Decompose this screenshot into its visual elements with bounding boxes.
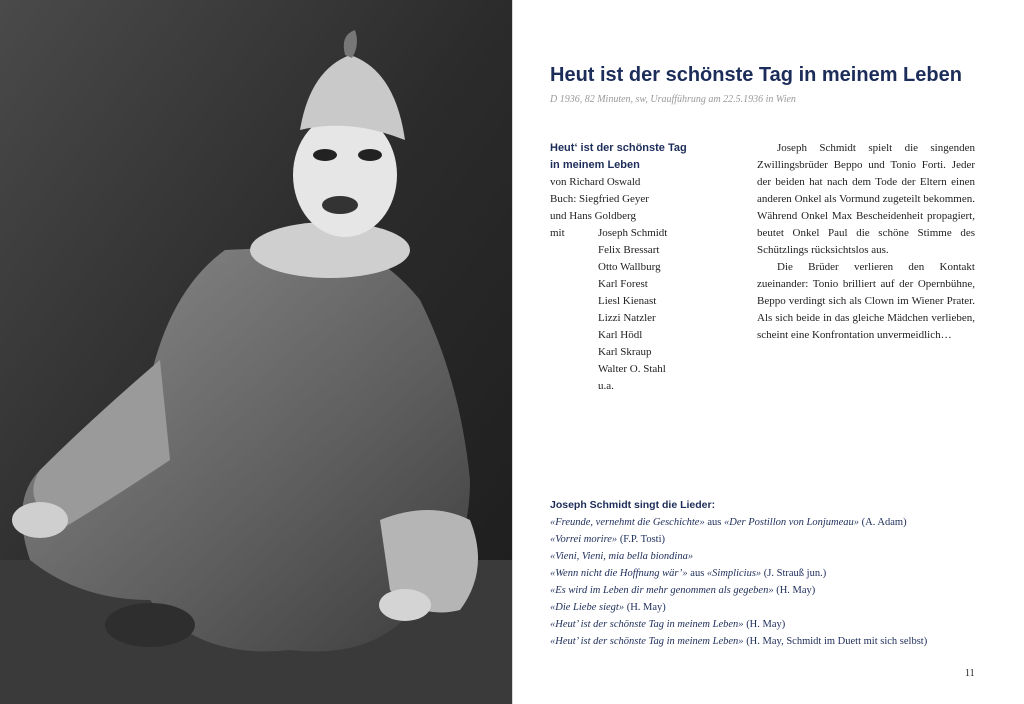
song-item: «Wenn nicht die Hoffnung wär’» aus «Simplicius» (J. Strauß jun.) (550, 568, 827, 579)
cast (550, 225, 730, 395)
writers-1: Buch: Siegfried Geyer (550, 193, 649, 205)
cast-member: u.a. (598, 380, 614, 392)
songs-heading: Joseph Schmidt singt die Lieder: (550, 499, 716, 511)
song-item: «Freunde, vernehmt die Geschichte» aus «Der Postillon von Lonjumeau» (A. Adam) (550, 517, 907, 528)
cast-member: Joseph Schmidt (598, 227, 668, 239)
cast-member: Karl Skraup (598, 346, 652, 358)
cast-member: Felix Bressart (598, 244, 660, 256)
song-item: «Vieni, Vieni, mia bella biondina» (550, 551, 694, 562)
song-item: «Heut’ ist der schönste Tag in meinem Leben» (H. May, Schmidt im Duett mit sich selbst) (550, 636, 928, 647)
song-item: «Vorrei morire» (F.P. Tosti) (550, 534, 666, 545)
cast-member: Lizzi Natzler (598, 312, 656, 324)
writers-2: und Hans Goldberg (550, 210, 636, 222)
cast-member: Karl Hödl (598, 329, 643, 341)
synopsis-paragraph: Die Brüder verlieren den Kontakt zueinander: Tonio brilliert auf der Opernbühne, Beppo verdingt sich als Clown im Wiener Prater. Als sich beide in das gleiche Mädchen verlieben, scheint eine Konfrontation unvermeidlich… (757, 261, 975, 341)
song-item: «Die Liebe siegt» (H. May) (550, 602, 666, 613)
cast-member: Liesl Kienast (598, 295, 657, 307)
film-meta: D 1936, 82 Minuten, sw, Uraufführung am 22.5.1936 in Wien (550, 94, 796, 105)
page-title: Heut ist der schönste Tag in meinem Leben (550, 64, 962, 86)
credits-title-2: in meinem Leben (550, 159, 640, 171)
song-item: «Es wird im Leben dir mehr genommen als gegeben» (H. May) (550, 585, 816, 596)
synopsis-paragraph: Joseph Schmidt spielt die singenden Zwillingsbrüder Beppo und Tonio Forti. Jeder der beiden hat nach dem Tode der Eltern einen anderen Onkel als Vormund zugeteilt bekommen. Während Onkel Max Bescheidenheit propagiert, beutet Onkel Paul die schöne Stimme des Schützlings rücksichtslos aus. (757, 142, 975, 256)
page-number: 11 (965, 668, 975, 679)
cast-member: Walter O. Stahl (598, 363, 666, 375)
credits-title-1: Heut‘ ist der schönste Tag (550, 142, 687, 154)
cast-list (598, 225, 667, 395)
cast-member: Karl Forest (598, 278, 648, 290)
cast-label: mit (550, 227, 565, 239)
synopsis (757, 140, 975, 344)
song-list (550, 497, 990, 650)
cast-member: Otto Wallburg (598, 261, 661, 273)
credits-block (550, 140, 730, 395)
director: von Richard Oswald (550, 176, 641, 188)
text-page (513, 0, 1024, 704)
song-item: «Heut’ ist der schönste Tag in meinem Leben» (H. May) (550, 619, 786, 630)
